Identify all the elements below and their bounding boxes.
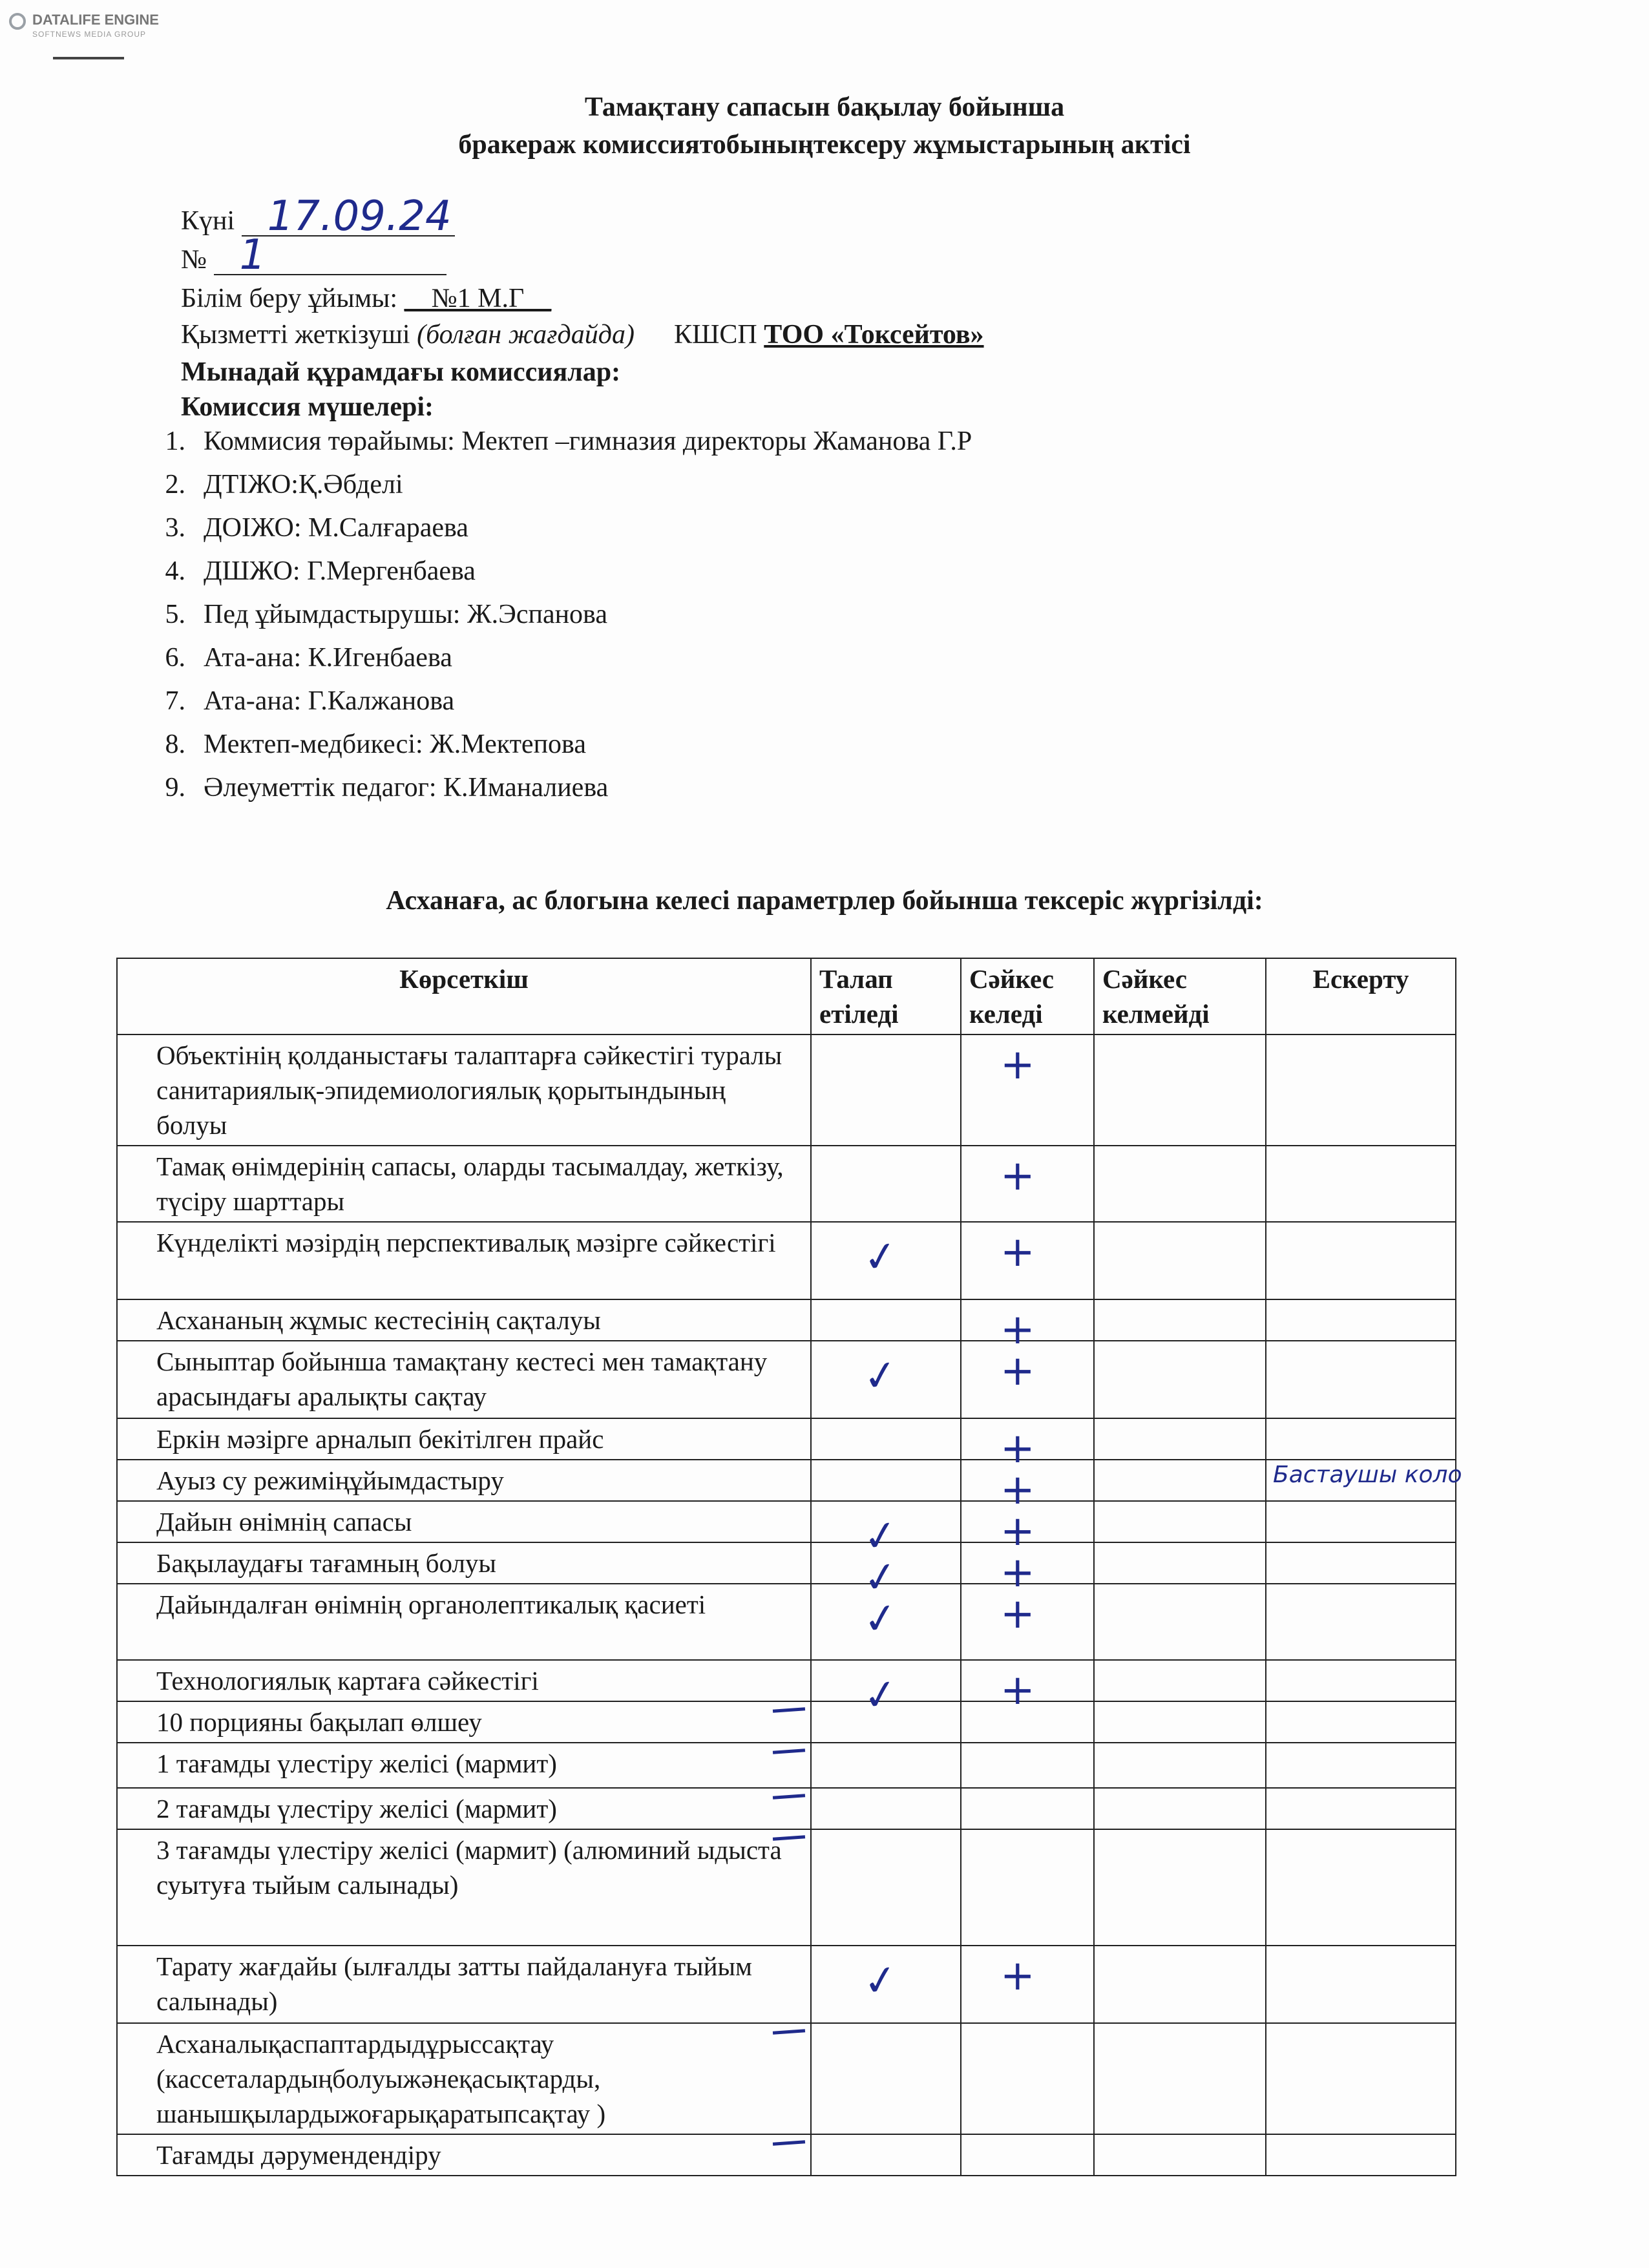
required-cell: [811, 1222, 961, 1299]
note-cell: [1266, 1701, 1456, 1743]
complies-cell: [961, 1946, 1094, 2023]
required-cell: [811, 1501, 961, 1563]
indicator-cell: Күнделікті мәзірдің перспективалық мәзірге сәйкестігі: [117, 1222, 811, 1299]
table-row: [117, 1501, 1456, 1542]
table-row: [117, 1946, 1456, 2023]
handwritten-note: Бастаушы коло: [1273, 1462, 1462, 1488]
not-complies-cell: [1094, 1222, 1266, 1299]
not-complies-cell: [1094, 1829, 1266, 1946]
complies-cell: [961, 1660, 1094, 1714]
supplier-label: Қызметті жеткізуші: [181, 320, 410, 350]
plus-mark-icon: +: [1000, 1425, 1035, 1473]
required-cell: [811, 1946, 961, 2023]
header-note: Ескерту: [1266, 958, 1456, 1034]
required-cell: [811, 1542, 961, 1604]
list-item: 7. Ата-ана: Г.Калжанова: [165, 686, 455, 716]
not-complies-cell: [1094, 1584, 1266, 1660]
indicator-cell: Дайын өнімнің сапасы: [117, 1501, 811, 1542]
logo-name: DATALIFE ENGINE: [32, 12, 159, 28]
header-required: Талап етіледі: [811, 958, 961, 1034]
list-item: 3. ДОІЖО: М.Салғараева: [165, 513, 468, 543]
complies-cell: [961, 1542, 1094, 1597]
note-cell: [1266, 1034, 1456, 1146]
complies-cell: [961, 1146, 1094, 1222]
table-header-row: [117, 958, 1456, 1034]
note-cell: [1266, 1501, 1456, 1542]
note-cell: [1266, 1542, 1456, 1584]
indicator-cell: Еркін мәзірге арналып бекітілген прайс: [117, 1418, 811, 1460]
not-complies-cell: [1094, 1501, 1266, 1542]
table-row: [117, 2023, 1456, 2134]
required-cell: [811, 2134, 961, 2176]
dash-mark-icon: [773, 1748, 805, 1754]
indicator-cell: 2 тағамды үлестіру желісі (мармит): [117, 1788, 811, 1829]
org-label: Білім беру ұйымы:: [181, 284, 398, 313]
supplier-note: (болған жағдайда): [417, 320, 635, 350]
check-mark-icon: ✓: [860, 1510, 901, 1563]
org-field: [181, 283, 551, 314]
number-field: [181, 231, 446, 279]
table-row: [117, 1341, 1456, 1418]
note-cell: [1266, 1460, 1462, 1501]
complies-cell: [961, 1743, 1094, 1788]
check-mark-icon: ✓: [860, 1231, 901, 1284]
note-cell: [1266, 1341, 1456, 1418]
plus-mark-icon: +: [1000, 1666, 1035, 1714]
indicator-cell: Сыныптар бойынша тамақтану кестесі мен тамақтану арасындағы аралықты сақтау: [117, 1341, 811, 1418]
note-cell: [1266, 1946, 1456, 2023]
logo-mark-icon: [9, 13, 26, 30]
plus-mark-icon: +: [1000, 1590, 1035, 1638]
note-cell: [1266, 2023, 1456, 2134]
required-cell: [811, 1788, 961, 1829]
logo: [5, 8, 199, 47]
supplier-value: ТОО «Токсейтов»: [764, 320, 984, 350]
members-heading: Комиссия мүшелері:: [181, 392, 434, 422]
complies-cell: [961, 2134, 1094, 2176]
required-cell: [811, 1460, 961, 1501]
note-cell: [1266, 1418, 1456, 1460]
document-title-line1: Тамақтану сапасын бақылау бойынша: [584, 92, 1065, 122]
complies-cell: [961, 1034, 1094, 1146]
indicator-cell: Ауыз су режиміңұйымдастыру: [117, 1460, 811, 1501]
list-item: 5. Пед ұйымдастырушы: Ж.Эспанова: [165, 600, 607, 629]
not-complies-cell: [1094, 1660, 1266, 1701]
date-label: Күні: [181, 206, 235, 236]
list-item: 2. ДТІЖО:Қ.Әбделі: [165, 470, 403, 499]
required-cell: [811, 1418, 961, 1460]
list-item: 4. ДШЖО: Г.Мергенбаева: [165, 556, 476, 586]
required-cell: [811, 2023, 961, 2134]
indicator-cell: 1 тағамды үлестіру желісі (мармит): [117, 1743, 811, 1788]
indicator-cell: Тарату жағдайы (ылғалды затты пайдалануға тыйым салынады): [117, 1946, 811, 2023]
not-complies-cell: [1094, 1341, 1266, 1418]
plus-mark-icon: +: [1000, 1306, 1035, 1354]
table-row: [117, 1660, 1456, 1701]
required-cell: [811, 1341, 961, 1418]
table-row: [117, 1146, 1456, 1222]
complies-cell: [961, 2023, 1094, 2134]
not-complies-cell: [1094, 1946, 1266, 2023]
plus-mark-icon: +: [1000, 1549, 1035, 1597]
required-cell: [811, 1034, 961, 1146]
not-complies-cell: [1094, 1788, 1266, 1829]
complies-cell: [961, 1418, 1094, 1473]
not-complies-cell: [1094, 1743, 1266, 1788]
check-mark-icon: ✓: [860, 1955, 901, 2008]
dash-mark-icon: [773, 1707, 805, 1712]
table-row: [117, 2134, 1456, 2176]
inspection-table: [116, 958, 1462, 2176]
complies-cell: [961, 1222, 1094, 1299]
header-not-complies: Сәйкес келмейді: [1094, 958, 1266, 1034]
note-cell: [1266, 1660, 1456, 1701]
plus-mark-icon: +: [1000, 1228, 1035, 1276]
required-cell: [811, 1146, 961, 1222]
complies-cell: [961, 1501, 1094, 1555]
plus-mark-icon: +: [1000, 1952, 1035, 2000]
members-list: [149, 420, 972, 810]
date-value: 17.09.24: [267, 193, 452, 240]
logo-tagline: SOFTNEWS MEDIA GROUP: [32, 30, 147, 39]
not-complies-cell: [1094, 1299, 1266, 1341]
note-cell: [1266, 1222, 1456, 1299]
indicator-cell: Объектінің қолданыстағы талаптарға сәйкестігі туралы санитариялық-эпидемиологиялық қорытындының болуы: [117, 1034, 811, 1146]
note-cell: [1266, 1584, 1456, 1660]
not-complies-cell: [1094, 2134, 1266, 2176]
not-complies-cell: [1094, 2023, 1266, 2134]
date-field: [181, 193, 455, 240]
dash-mark-icon: [773, 1794, 805, 1799]
required-cell: [811, 1829, 961, 1946]
not-complies-cell: [1094, 1542, 1266, 1584]
not-complies-cell: [1094, 1460, 1266, 1501]
indicator-cell: Дайындалған өнімнің органолептикалық қасиеті: [117, 1584, 811, 1660]
table-row: [117, 1034, 1456, 1146]
table-row: [117, 1418, 1456, 1460]
number-label: №: [181, 245, 207, 275]
table-row: [117, 1222, 1456, 1299]
section-heading: Асханаға, ас блогына келесі параметрлер бойынша тексеріс жүргізілді:: [386, 886, 1263, 916]
note-cell: [1266, 1788, 1456, 1829]
note-cell: [1266, 1743, 1456, 1788]
not-complies-cell: [1094, 1701, 1266, 1743]
composition-heading: Мынадай құрамдағы комиссиялар:: [181, 357, 621, 387]
complies-cell: [961, 1829, 1094, 1946]
complies-cell: [961, 1701, 1094, 1743]
table-row: [117, 1299, 1456, 1341]
list-item: 9. Әлеуметтік педагог: К.Иманалиева: [165, 773, 609, 803]
note-cell: [1266, 1299, 1456, 1341]
note-cell: [1266, 1146, 1456, 1222]
table-row: [117, 1829, 1456, 1946]
indicator-cell: 10 порцияны бақылап өлшеу: [117, 1701, 811, 1743]
number-value: 1: [239, 231, 266, 279]
indicator-cell: Технологиялық картаға сәйкестігі: [117, 1660, 811, 1701]
plus-mark-icon: +: [1000, 1507, 1035, 1555]
dash-mark-icon: [773, 2140, 805, 2145]
check-mark-icon: ✓: [860, 1551, 901, 1604]
indicator-cell: Тағамды дәрумендендіру: [117, 2134, 811, 2176]
not-complies-cell: [1094, 1034, 1266, 1146]
note-cell: [1266, 1829, 1456, 1946]
indicator-cell: Асхананың жұмыс кестесінің сақталуы: [117, 1299, 811, 1341]
complies-cell: [961, 1299, 1094, 1354]
table-row: [117, 1701, 1456, 1743]
dash-mark-icon: [773, 2029, 805, 2034]
note-cell: [1266, 2134, 1456, 2176]
required-cell: [811, 1584, 961, 1660]
required-cell: [811, 1701, 961, 1743]
table-row: [117, 1743, 1456, 1788]
list-item: 6. Ата-ана: К.Игенбаева: [165, 643, 452, 673]
indicator-cell: Бақылаудағы тағамның болуы: [117, 1542, 811, 1584]
complies-cell: [961, 1341, 1094, 1418]
complies-cell: [961, 1584, 1094, 1660]
corner-line: [53, 57, 124, 59]
list-item: 8. Мектеп-медбикесі: Ж.Мектепова: [165, 730, 586, 759]
supplier-field: [181, 319, 984, 350]
indicator-cell: Асханалықаспаптардыдұрыссақтау (кассеталардыңболуыжәнеқасықтарды, шанышқылардыжоғарықаратыпсақтау ): [117, 2023, 811, 2134]
document-title-line2: бракераж комиссиятобыныңтексеру жұмыстарының актісі: [458, 130, 1191, 160]
complies-cell: [961, 1788, 1094, 1829]
header-complies: Сәйкес келеді: [961, 958, 1094, 1034]
complies-cell: [961, 1460, 1094, 1514]
not-complies-cell: [1094, 1418, 1266, 1460]
not-complies-cell: [1094, 1146, 1266, 1222]
indicator-cell: 3 тағамды үлестіру желісі (мармит) (алюминий ыдыста суытуға тыйым салынады): [117, 1829, 811, 1946]
required-cell: [811, 1743, 961, 1788]
plus-mark-icon: +: [1000, 1347, 1035, 1395]
table-row: [117, 1460, 1456, 1501]
table-row: [117, 1584, 1456, 1660]
supplier-prefix: КШСП: [674, 320, 757, 350]
required-cell: [811, 1299, 961, 1341]
org-value: __№1 М.Г__: [404, 284, 552, 313]
plus-mark-icon: +: [1000, 1466, 1035, 1514]
plus-mark-icon: +: [1000, 1152, 1035, 1200]
check-mark-icon: ✓: [860, 1593, 901, 1646]
list-item: 1. Коммисия төрайымы: Мектеп –гимназия директоры Жаманова Г.Р: [165, 426, 972, 456]
check-mark-icon: ✓: [860, 1350, 901, 1403]
plus-mark-icon: +: [1000, 1041, 1035, 1089]
indicator-cell: Тамақ өнімдерінің сапасы, оларды тасымалдау, жеткізу, түсіру шарттары: [117, 1146, 811, 1222]
header-indicator: Көрсеткіш: [117, 958, 811, 1034]
table-row: [117, 1542, 1456, 1584]
required-cell: [811, 1660, 961, 1722]
check-mark-icon: ✓: [860, 1669, 901, 1722]
table-row: [117, 1788, 1456, 1829]
